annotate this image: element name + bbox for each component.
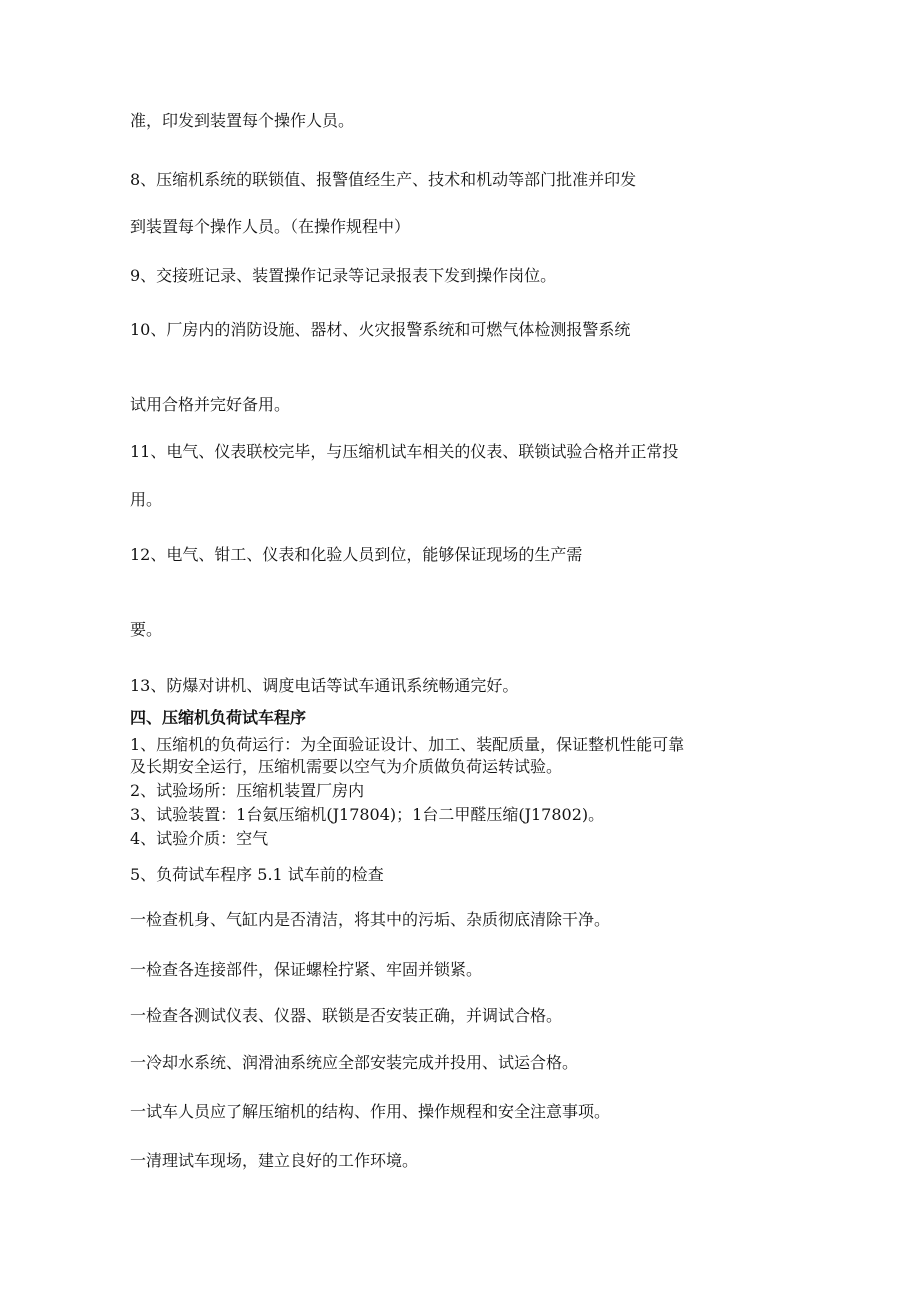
text-line: 一检查各测试仪表、仪器、联锁是否安装正确，并调试合格。	[130, 1006, 563, 1025]
text-line: 要。	[130, 620, 163, 639]
text-line: 4、试验介质：空气	[130, 829, 269, 848]
text-line: 试用合格并完好备用。	[130, 395, 291, 414]
text-line: 一试车人员应了解压缩机的结构、作用、操作规程和安全注意事项。	[130, 1102, 611, 1121]
text-line: 12、电气、钳工、仪表和化验人员到位，能够保证现场的生产需	[130, 545, 583, 564]
text-line: 及长期安全运行，压缩机需要以空气为介质做负荷运转试验。	[130, 757, 563, 776]
text-line: 3、试验装置：1台氨压缩机(J17804)；1台二甲醛压缩(J17802)。	[130, 805, 605, 824]
text-line: 11、电气、仪表联校完毕，与压缩机试车相关的仪表、联锁试验合格并正常投	[130, 442, 679, 461]
text-line: 8、压缩机系统的联锁值、报警值经生产、技术和机动等部门批准并印发	[130, 170, 637, 189]
text-line: 2、试验场所：压缩机装置厂房内	[130, 781, 365, 800]
text-line: 1、压缩机的负荷运行：为全面验证设计、加工、装配质量，保证整机性能可靠	[130, 735, 685, 754]
text-line: 一检查各连接部件，保证螺栓拧紧、牢固并锁紧。	[130, 960, 483, 979]
text-line: 10、厂房内的消防设施、器材、火灾报警系统和可燃气体检测报警系统	[130, 320, 631, 339]
section-heading: 四、压缩机负荷试车程序	[130, 708, 307, 727]
text-line: 13、防爆对讲机、调度电话等试车通讯系统畅通完好。	[130, 676, 519, 695]
text-line: 9、交接班记录、装置操作记录等记录报表下发到操作岗位。	[130, 266, 557, 285]
text-line: 到装置每个操作人员。（在操作规程中）	[130, 217, 411, 236]
text-line: 一检查机身、气缸内是否清洁，将其中的污垢、杂质彻底清除干净。	[130, 910, 611, 929]
text-line: 用。	[130, 490, 163, 509]
text-line: 一清理试车现场，建立良好的工作环境。	[130, 1151, 419, 1170]
text-line: 一冷却水系统、润滑油系统应全部安装完成并投用、试运合格。	[130, 1053, 579, 1072]
text-line: 5、负荷试车程序 5.1 试车前的检查	[130, 865, 384, 884]
text-line: 准，印发到装置每个操作人员。	[130, 111, 355, 130]
